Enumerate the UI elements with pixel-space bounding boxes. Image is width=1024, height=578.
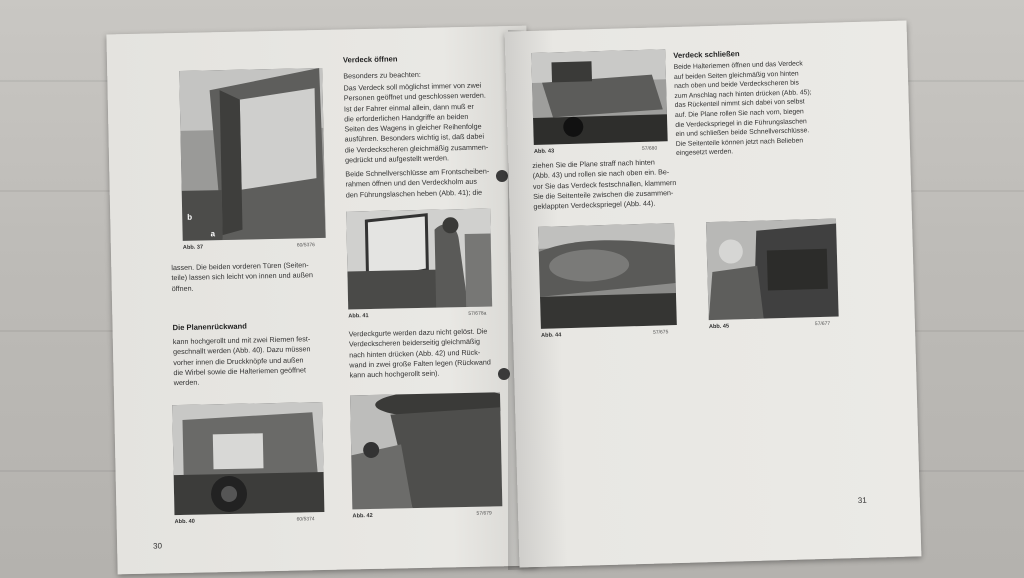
text-line: öffnen.: [171, 283, 194, 293]
fig44-code: 57/675: [652, 329, 669, 336]
text-line: wand in zwei große Falten legen (Rückwand: [349, 357, 491, 370]
left-para1: [343, 80, 488, 165]
fig37-label: Abb. 37: [182, 244, 204, 251]
text-line: kann auch hochgerollt sein).: [349, 368, 440, 380]
fig43-code: 57/680: [641, 145, 658, 152]
fig45-label: Abb. 45: [708, 323, 730, 331]
text-line: Sie die Seitenteile zwischen die zusammen-: [533, 187, 674, 201]
left-para2: [345, 166, 489, 200]
text-line: auf beiden Seiten gleichmäßig von hinten: [673, 70, 799, 81]
fig43-label: Abb. 43: [533, 148, 555, 155]
binding-hole-top: [496, 170, 508, 182]
fig41-label: Abb. 41: [348, 313, 369, 320]
text-line: geschnallt werden (Abb. 40). Dazu müssen: [172, 344, 311, 357]
right-para1: [674, 59, 814, 159]
text-line: teile) lassen sich leicht von innen und außen: [171, 270, 314, 283]
fig40-code: 60/5374: [296, 516, 315, 523]
page-number-left: 30: [153, 541, 163, 551]
text-line: auf. Die Plane rollen Sie nach vorn, biegen: [674, 108, 804, 119]
photo-fig45: [706, 219, 839, 321]
text-line: (Abb. 43) und rollen sie nach oben ein. Be-: [532, 167, 670, 181]
text-line: Ist der Fahrer einmal allein, dann muß er: [343, 101, 474, 114]
left-para5: [349, 326, 491, 380]
photo-fig40: [172, 402, 324, 515]
fig37-mark-b: b: [187, 212, 193, 222]
fig37-code: 60/5376: [296, 242, 315, 249]
right-para2: [532, 157, 677, 212]
fig45-code: 57/677: [814, 320, 831, 328]
text-line: Die Seitenteile können jetzt nach Belieben: [675, 137, 804, 148]
heading-verdeck-oeffnen: Verdeck öffnen: [342, 54, 398, 65]
text-line: vor Sie das Verdeck festschnallen, klammern: [532, 177, 677, 191]
fig37-mark-a: a: [210, 229, 216, 239]
fig42-label: Abb. 42: [352, 512, 373, 520]
text-line: die Verdeckscheren gleichmäßig zusammen-: [344, 142, 489, 155]
text-line: ein und schließen beide Schnellverschlüsse.: [675, 127, 810, 139]
text-line: Beide Schnellverschlüsse am Frontscheiben-: [345, 166, 490, 179]
text-line: geklappten Verdeckspriegel (Abb. 44).: [533, 198, 656, 212]
text-line: die Wirbel sowie die Halteriemen geöffnet: [173, 365, 307, 378]
heading-planenrueckwand: Die Planenrückwand: [172, 321, 247, 333]
text-line: ausführen. Besonders wichtig ist, daß dabei: [344, 132, 485, 144]
text-line: eingesetzt werden.: [675, 148, 734, 158]
photo-fig42: [350, 392, 502, 509]
photo-fig43: [531, 49, 668, 145]
left-page: [106, 26, 537, 575]
text-line: nach hinten drücken (Abb. 42) und Rück-: [349, 347, 481, 360]
text-line: Personen geöffnet und geschlossen werden.: [343, 90, 486, 103]
text-line: ziehen Sie die Plane straff nach hinten: [532, 157, 655, 170]
text-line: Verdeckgurte werden dazu nicht gelöst. Die: [348, 326, 488, 339]
heading-verdeck-schliessen: Verdeck schließen: [673, 49, 740, 61]
text-line: vorher innen die Druckknöpfe und außen: [173, 354, 304, 367]
text-line: rahmen öffnen und den Verdeckholm aus: [345, 177, 477, 189]
text-line: lassen. Die beiden vorderen Türen (Seiten-: [171, 260, 309, 273]
fig44-label: Abb. 44: [541, 332, 562, 339]
text-line: den Führungslaschen heben (Abb. 41); die: [345, 187, 483, 200]
intro-label: Besonders zu beachten:: [343, 69, 421, 81]
left-para3: [171, 260, 313, 294]
right-page: [505, 20, 922, 567]
text-line: werden.: [173, 377, 200, 388]
text-line: das Rückenteil nimmt sich dabei von selbst: [674, 98, 805, 110]
text-line: zum Anschlag nach hinten drücken (Abb. 45);: [674, 88, 812, 100]
text-line: Seiten des Wagens in gleicher Reihenfolge: [344, 121, 482, 134]
text-line: die erforderlichen Handgriffe an beiden: [344, 111, 469, 124]
photo-fig44: [538, 223, 677, 329]
fig42-code: 57/679: [476, 510, 492, 517]
text-line: die Verdeckspriegel in die Führungslaschen: [675, 117, 807, 129]
text-line: Das Verdeck soll möglichst immer von zwei: [343, 80, 482, 93]
photo-fig41: [346, 208, 492, 309]
photo-fig37: [179, 68, 326, 241]
binding-hole-bottom: [498, 368, 510, 380]
text-line: gedrückt und aufgestellt werden.: [344, 153, 450, 165]
left-para4: [173, 334, 311, 388]
page-number-right: 31: [857, 495, 867, 506]
fig41-code: 57/678a: [468, 310, 487, 317]
text-line: kann hochgerollt und mit zwei Riemen fest-: [172, 334, 311, 347]
text-line: Beide Halteriemen öffnen und das Verdeck: [673, 60, 803, 72]
text-line: Verdeckscheren beiderseitig gleichmäßig: [348, 336, 481, 349]
fig40-label: Abb. 40: [174, 518, 195, 526]
text-line: nach oben und beide Verdeckscheren bis: [674, 79, 799, 91]
